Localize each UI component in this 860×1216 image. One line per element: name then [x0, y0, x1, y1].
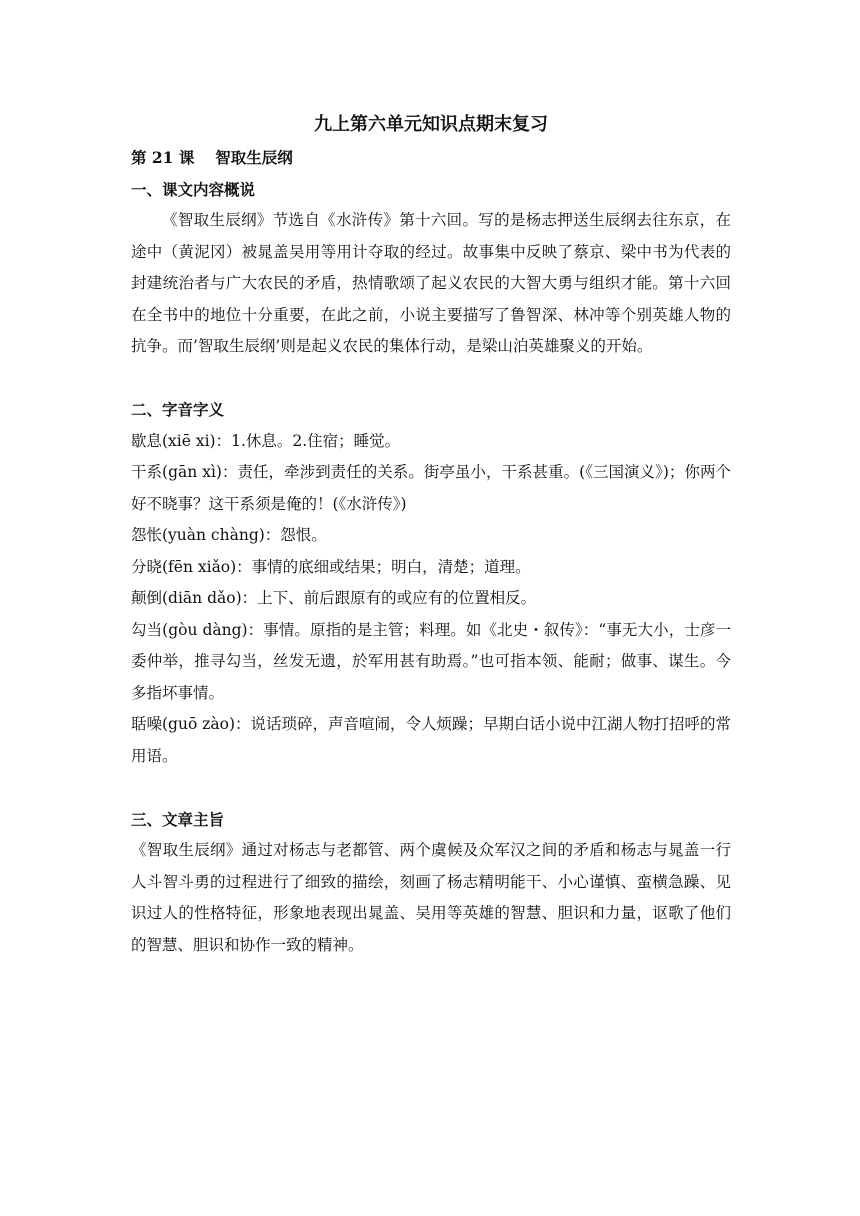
- section-heading-theme: 三、文章主旨: [131, 809, 225, 829]
- document-title: 九上第六单元知识点期末复习: [314, 114, 548, 135]
- vocabulary-entry: 聒噪(guō zào)：说话琐碎，声音喧闹，令人烦躁；早期白话小说中江湖人物打招呼的常用语。: [131, 715, 731, 765]
- vocabulary-entry: 勾当(gòu dàng)：事情。原指的是主管；料理。如《北史・叙传》：“事无大小，士彦一委仲举，推寻勾当，丝发无遗，於军用甚有助焉。”也可指本领、能耐；做事、谋生。今多指坏事情。: [131, 620, 731, 702]
- section-spacer: [131, 772, 731, 804]
- vocabulary-entry: 分晓(fēn xiǎo)：事情的底细或结果；明白，清楚；道理。: [131, 557, 531, 576]
- vocabulary-entry: 干系(gān xì)：责任，牵涉到责任的关系。街亭虽小，干系甚重。(《三国演义》)；你两个好不晓事？这干系须是俺的！(《水浒传》): [131, 463, 731, 513]
- vocabulary-entry: 歇息(xiē xi)：1.休息。2.住宿；睡觉。: [131, 431, 401, 450]
- section-heading-vocabulary: 二、字音字义: [131, 400, 225, 419]
- section-spacer: [131, 363, 731, 395]
- lesson-title: 第 21 课 智取生辰纲: [131, 148, 293, 167]
- theme-paragraph: 《智取生辰纲》通过对杨志与老都管、两个虞候及众军汉之间的矛盾和杨志与晁盖一行人斗智斗勇的过程进行了细致的描绘，刻画了杨志精明能干、小心谨慎、蛮横急躁、见识过人的性格特征，形象地表现出晁盖、吴用等英雄的智慧、胆识和力量，讴歌了他们的智慧、胆识和协作一致的精神。: [131, 841, 731, 954]
- vocabulary-entry: 怨怅(yuàn chàng)：怨恨。: [131, 526, 327, 544]
- overview-paragraph: 《智取生辰纲》节选自《水浒传》第十六回。写的是杨志押送生辰纲去往东京，在途中（黄泥冈）被晁盖吴用等用计夺取的经过。故事集中反映了蔡京、梁中书为代表的封建统治者与广大农民的矛盾，热情歌颂了起义农民的大智大勇与组织才能。第十六回在全书中的地位十分重要，在此之前，小说主要描写了鲁智深、林冲等个别英雄人物的抗争。而’智取生辰纲’则是起义农民的集体行动，是梁山泊英雄聚义的开始。: [131, 211, 731, 355]
- document-body: [131, 108, 731, 961]
- vocabulary-entry: 颠倒(diān dǎo)：上下、前后跟原有的或应有的位置相反。: [131, 589, 537, 607]
- section-heading-overview: 一、课文内容概说: [131, 179, 256, 199]
